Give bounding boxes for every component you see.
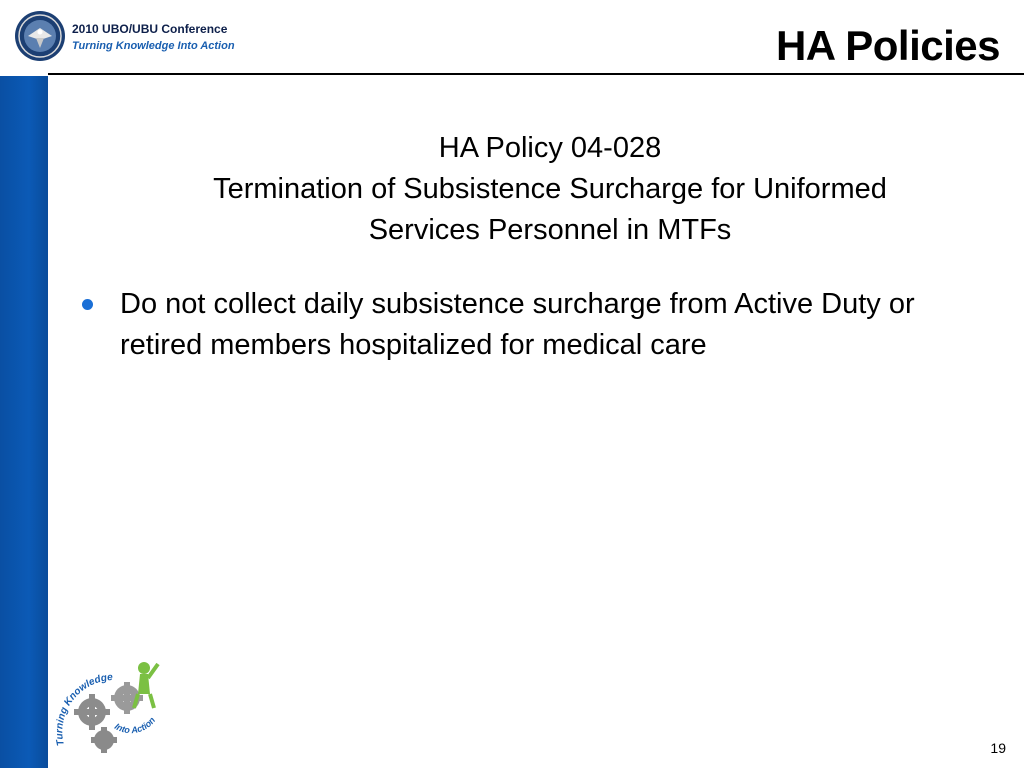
policy-name: Termination of Subsistence Surcharge for Uniformed Services Personnel in MTFs — [213, 173, 887, 246]
bullet-text: Do not collect daily subsistence surcharge from Active Duty or retired members hospitalized for medical care — [120, 288, 915, 361]
gear-icon — [74, 694, 110, 730]
dod-seal-icon — [14, 10, 66, 62]
svg-text:Into Action — [113, 715, 158, 736]
header-divider — [48, 73, 1024, 75]
conference-subtitle: Turning Knowledge Into Action — [72, 40, 235, 52]
logo-text-top: Turning Knowledge — [54, 671, 114, 747]
policy-number: HA Policy 04-028 — [438, 132, 662, 164]
bullet-item — [82, 284, 962, 366]
logo-text-bottom: Into Action — [112, 715, 158, 736]
gear-icon — [91, 727, 117, 753]
conference-title: 2010 UBO/UBU Conference — [72, 22, 228, 36]
figure-icon — [134, 662, 158, 708]
turning-knowledge-logo — [52, 650, 172, 760]
policy-subtitle — [100, 128, 1000, 251]
page-number: 19 — [990, 740, 1006, 756]
left-accent-bar — [0, 0, 48, 768]
bullet-dot-icon — [82, 299, 93, 310]
slide-title: HA Policies — [775, 22, 1000, 69]
